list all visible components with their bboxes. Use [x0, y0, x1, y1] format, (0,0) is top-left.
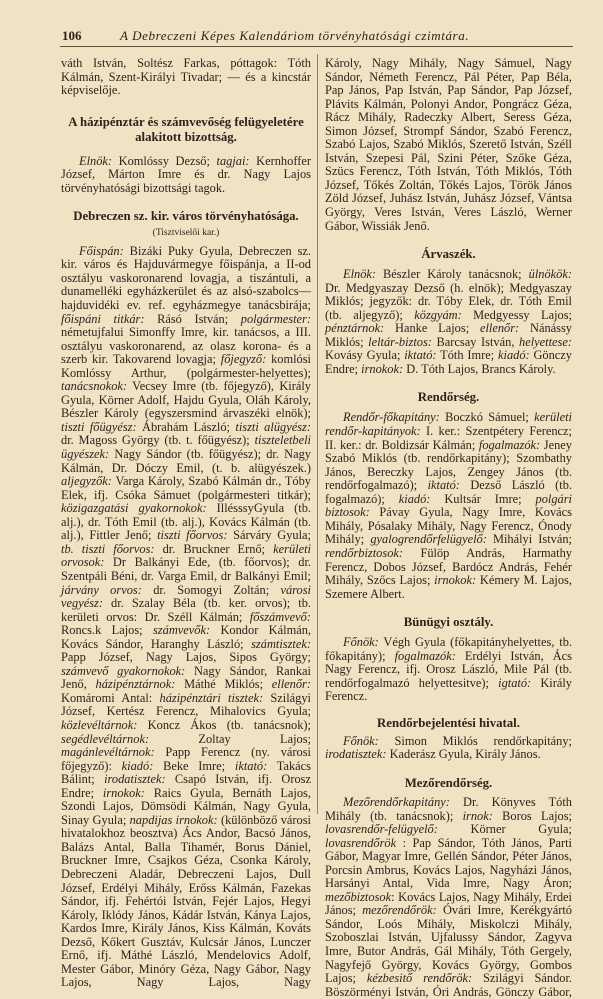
text-run: Óvári Imre, Kerékgyártó Sándor, Loós Mihály, Miskolczi Mihály, Szoboszlai István, Ujfalussy Sándor, Zagyva Imre, Butor András, Gál Mihály, Tóth Gergely, Nagyfejő György, Kovács György, Gombos Lajos;: [325, 903, 572, 986]
role-label: tiszti főorvos:: [157, 528, 228, 543]
text-run: Károly, Nagy Mihály, Nagy Sámuel, Nagy Sándor, Németh Ferencz, Pál Péter, Pap Béla, Pap János, Pap István, Pap Sándor, Pap József, Plávits Kálmán, Polonyi Andor, Pongrácz Géza, Rácz Mihály, Radeczky Albert, Seress Géza, Simon József, Strompf Sándor, Szabó Ferencz, Szabó Lajos, Szabó Miklós, Szerető István, Széll István, Szepesi Pál, Szini Péter, Szőke Géza, Szücs Ferencz, Tóth István, Tóth Miklós, Tóth József, Tőkés Zoltán, Tőkés Lajos, Török János Zöld József, Juhász István, Juhász József, Vántsa György, Veres István, Veres László, Werner Gábor, Wissiák Jenő.: [325, 56, 572, 233]
column-divider: [317, 54, 318, 814]
text-run: Barcsay István,: [431, 334, 520, 349]
text-run: Nagy Sándor (tb. főügyész); dr. Nagy Kálmán, Dr. Dóczy Emil, (t. b. alügyészek.): [61, 447, 311, 475]
role-label: helyettese:: [519, 334, 572, 349]
role-label: lovasrendőrök: [325, 835, 397, 850]
paragraph-bejelentesi: [325, 735, 572, 762]
text-run: I. ker.: Szentpétery Ferencz; II. ker.: dr. Boldizsár Kálmán;: [325, 424, 572, 452]
text-run: Végh Gyula (főkapitányhelyettes, tb. főkapitány);: [325, 635, 572, 663]
role-label: kerületi orvosok:: [61, 541, 311, 570]
role-label: tanácsnokok:: [61, 379, 128, 394]
role-label: tiszti alügyész:: [235, 419, 311, 434]
text-run: dr. Somogyi Zoltán;: [141, 582, 281, 597]
subheading-tisztviseloi-kar: (Tisztviselői kar.): [152, 228, 220, 239]
text-run: Bizáki Puky Gyula, Debreczen sz. kir. város és Hajduvármegye főispánja, a II-od osztályu vaskoronarend lovagja, a tiszántuli, a dunamelléki egyházkerület és az alsó-szabolcs—hajduvidéki ev. ref. egyházmegye tanácsbirája;: [61, 243, 311, 313]
text-run: Kaderász Gyula, Király János.: [386, 747, 541, 762]
role-label: tagjai:: [216, 153, 250, 168]
role-label: irnok:: [462, 808, 493, 823]
paragraph-rendorseg: [325, 411, 572, 601]
text-run: Máthé Miklós;: [175, 677, 272, 692]
text-run: Fülöp András, Harmathy Ferencz, Dobos József, Bardócz András, Fehér Mihály, Szőcs Lajos;: [325, 545, 572, 588]
role-label: polgármester:: [240, 311, 311, 326]
text-run: : Pap Sándor, Tóth János, Parti Gábor, Magyar Imre, Gellén Sándor, Péter János, Porcsin Ambrus, Kovács Lajos, Nagyházi János, Harsányi Antal, Vida Imre, Nagy Áron;: [325, 835, 572, 891]
text-run: Kondor Kálmán, Kovács Sándor, Haranghy László;: [61, 623, 312, 651]
heading-torvenyhatosag: Debreczen sz. kir. város törvényhatósága.: [73, 209, 299, 224]
text-run: váth István, Soltész Farkas, póttagok: Tóth Kálmán, Szent-Királyi Tivadar; — és a kincstár képviselője.: [61, 56, 311, 98]
role-label: Rendőr-főkapitány:: [343, 410, 440, 425]
role-label: Mezőrendőrkapitány:: [343, 794, 450, 809]
text-run: komlósi Komlóssy Arthur, (polgármester-helyettes);: [61, 352, 311, 380]
role-label: Főnök:: [343, 635, 379, 650]
role-label: tiszti főügyész:: [61, 419, 137, 434]
role-label: főszámvevő:: [249, 609, 311, 624]
text-run: Ábrahám László;: [136, 419, 236, 434]
text-run: Boros Lajos;: [492, 808, 572, 823]
text-run: Dezső László (tb. fogalmazó);: [325, 478, 572, 506]
text-run: Csapó István, ifj. Orosz Endre;: [61, 772, 311, 800]
page-number: 106: [62, 28, 82, 43]
text-run: IllésssyGyula (tb. alj.), dr. Tóth Emil (tb. alj.), Kovács Kálmán (tb. alj.), Fittler Jenő;: [61, 501, 311, 543]
role-label: fogalmazók:: [394, 648, 456, 663]
text-run: Vecsey Imre (tb. főjegyző), Király Gyula, Körner Adolf, Hajdu Gyula, Oláh Károly, Bészler Károly (egyszersmind árvaszéki elnök);: [61, 379, 311, 421]
text-run: Papp Ferencz (ny. városi főjegyző):: [61, 745, 311, 773]
role-label: főispáni titkár:: [61, 311, 145, 326]
text-run: Varga Károly, Szabó Kálmán dr., Tóby Elek, ifj. Csóka Sámuet (polgármesteri titkár);: [61, 474, 311, 502]
text-run: Szilágyi József, Kertész Ferencz, Mihalovics Gyula;: [61, 690, 311, 719]
text-run: Sárváry Gyula;: [227, 528, 311, 543]
text-run: dr. Bruckner Ernő;: [154, 541, 274, 556]
text-run: : Kovács Lajos, Nagy Mihály, Erdei János;: [325, 889, 572, 918]
role-label: főjegyző:: [220, 352, 267, 367]
text-run: Simon Miklós rendőrkapitány;: [378, 733, 572, 748]
heading-arvaszek: Árvaszék.: [421, 247, 476, 262]
role-label: aljegyzők:: [61, 474, 112, 489]
text-run: Kémery M. Lajos, Szemere Albert.: [325, 573, 572, 601]
role-label: számvevők:: [152, 623, 211, 638]
role-label: Főnök:: [343, 733, 379, 748]
text-run: Dr. Medgyaszay Dezső (h. elnök); Medgyaszay Miklós; jegyzők: dr. Tóby Elek, dr. Tóth Emil (tb. aljegyző);: [325, 280, 572, 322]
text-run: Komlóssy Dezső;: [112, 153, 217, 168]
role-label: kiadó:: [121, 758, 154, 773]
text-run: Kernhoffer József, Márton Imre és dr. Nagy Lajos törvényhatósági bizottsági tagok.: [61, 153, 311, 195]
role-label: Főispán:: [79, 243, 124, 258]
role-label: Elnök:: [343, 267, 377, 282]
text-run: Király Ferencz.: [325, 675, 572, 704]
paragraph-arvaszek: [325, 268, 572, 376]
paragraph-mezorendorseg: [325, 796, 572, 999]
role-label: házipénztárnok:: [95, 677, 176, 692]
text-run: Komáromi Antal:: [61, 690, 160, 705]
heading-mezorendorseg: Mezőrendőrség.: [404, 775, 493, 790]
text-run: Dr. Könyves Tóth Mihály (tb. tanácsnok);: [325, 794, 572, 823]
role-label: városi vegyész:: [61, 582, 312, 611]
text-run: dr. Szalay Béla (tb. ker. orvos); tb. kerületi orvos: Dr. Széll Kálmán;: [61, 596, 311, 624]
text-run: Medgyessy Lajos;: [461, 307, 572, 322]
text-run: Pávay Gyula, Nagy Imre, Kovács Mihály, Pósalaky Mihály, Nagy Ferencz, Ónody Mihály;: [325, 505, 572, 547]
paragraph-bizottsag: [61, 155, 311, 196]
role-label: napdijas irnokok:: [129, 812, 218, 827]
text-run: németujfalui Simonffy Imre, kir. tanácsos, a III. osztályu vaskoronarend, az olasz korona- és a szerb kir. Takovarend lovagja;: [61, 325, 311, 367]
text-run: Papp József, Nagy Lajos, Sipos György;: [61, 650, 311, 665]
text-run: Dr Balkányi Ede, (tb. főorvos); dr. Szentpáli Béni, dr. Varga Emil, dr Balkányi Emil;: [61, 555, 311, 583]
role-label: irodatisztek:: [104, 772, 166, 787]
paragraph-intro: [61, 57, 311, 98]
text-run: (különböző városi hivatalokhoz beosztva) Ács Andor, Bacsó János, Balázs Antal, Balla Tihamér, Borus Dániel, Bruckner Imre, Csajkos Géza, Csonka Károly, Debreczeni Aladár, Debreczeni Lajos, Dull József, Erdélyi Mihály, Erőss Kálmán, Fazekas Sándor, ifj. Fehértói István, Fejér Lajos, Hegyi Károly, Iklódy János, Kádár István, Kánya Lajos, Kardos Imre, Király János, Kiss Kálmán, Kováts Dezső, Kőkert Gusztáv, Kulcsár János, Lunczer Ernő, ifj. Máthé László, Mendelovics Adolf, Mester Gábor, Minóry Géza, Nagy Gábor, Nagy Lajos, Nagy Lajos, Nagy: [61, 812, 311, 990]
role-label: kiadó:: [498, 348, 530, 363]
text-run: Beke Imre;: [153, 758, 235, 773]
page-header: [60, 26, 573, 47]
text-run: Kultsár Imre;: [430, 491, 536, 506]
heading-rendorseg: Rendőrség.: [417, 390, 480, 405]
role-label: kézbesitő rendőrök:: [366, 971, 473, 986]
text-run: Raics Gyula, Bernáth Lajos, Szondi Lajos, Dömsödi Kálmán, Nagy Gyula, Sinay Gyula;: [61, 785, 311, 827]
role-label: iktató:: [404, 348, 437, 363]
text-run: Jeney Szabó Miklós (tb. rendőrkapitány); Szombathy János, Bereczky Lajos, Zengey János (tb. rendőrfogalmazó);: [325, 437, 572, 493]
role-label: rendőrbiztosok:: [325, 545, 404, 560]
role-label: igtató:: [498, 675, 532, 690]
role-label: polgári biztosok:: [325, 491, 572, 520]
heading-bunugyi-osztaly: Bünügyi osztály.: [403, 615, 494, 630]
text-run: Mihályi István;: [486, 532, 572, 547]
text-run: Roncs.k Lajos;: [61, 623, 153, 638]
left-column: [61, 57, 311, 990]
role-label: Elnök:: [79, 153, 113, 168]
role-label: lovasrendőr-felügyelő:: [325, 822, 438, 837]
role-label: irodatisztek:: [325, 747, 387, 762]
role-label: gyalogrendőrfelügyelő:: [370, 532, 487, 547]
role-label: mezőbiztosok: [325, 889, 392, 904]
role-label: irnokok:: [361, 361, 404, 376]
role-label: iktató:: [234, 758, 268, 773]
text-run: Tóth Imre;: [436, 348, 498, 363]
text-run: Koncz Ákos (tb. tanácsnok);: [137, 717, 311, 732]
role-label: kerületi rendőr-kapitányok:: [325, 410, 572, 439]
paragraph-tisztviselok: [61, 245, 311, 990]
text-run: Zoltay Lajos;: [149, 731, 311, 746]
text-run: Takács Bálint;: [61, 758, 311, 787]
role-label: járvány orvos:: [61, 582, 142, 597]
role-label: magánlevéltárnok:: [61, 745, 155, 760]
role-label: közigazgatási gyakornokok:: [61, 501, 207, 516]
heading-hazipenztar: A házipénztár és számvevőség felügyeletére alakitott bizottság.: [68, 114, 304, 144]
text-run: dr. Magoss György (tb. t. főügyész);: [61, 433, 255, 448]
text-run: Rásó István;: [144, 311, 241, 326]
role-label: számtisztek:: [251, 636, 311, 651]
role-label: ülnökök:: [528, 267, 572, 282]
role-label: irnokok:: [434, 573, 477, 588]
role-label: számvevő gyakornokok:: [61, 663, 186, 678]
running-title: A Debreczeni Képes Kalendáriom törvényhatósági czimtára.: [120, 28, 470, 43]
role-label: házipénztári tisztek:: [159, 690, 264, 705]
text-run: Körner Gyula;: [437, 822, 572, 837]
role-label: leltár-biztos:: [368, 334, 432, 349]
role-label: közgyám:: [414, 307, 462, 322]
paragraph-continued-names: [325, 57, 572, 233]
role-label: pénztárnok:: [325, 321, 385, 336]
right-column: [325, 57, 572, 999]
paragraph-bunugyi: [325, 636, 572, 704]
role-label: kiadó:: [398, 491, 431, 506]
text-run: Hanke Lajos;: [384, 321, 480, 336]
text-run: Kovásy Gyula;: [325, 348, 405, 363]
role-label: ellenőr:: [271, 677, 311, 692]
role-label: tiszteletbeli ügyészek:: [61, 433, 311, 462]
text-run: Erdélyi István, Ács Nagy Ferencz, ifj. Orosz László, Mile Pál (tb. rendőrfogalmazó helyettesitve);: [325, 648, 572, 690]
role-label: ellenőr:: [479, 321, 520, 336]
heading-bejelentesi-hivatal: Rendőrbejelentési hivatal.: [377, 715, 520, 730]
text-run: Gönczy Endre;: [325, 348, 572, 376]
role-label: tb. tiszti főorvos:: [61, 541, 155, 556]
role-label: segédlevéltárnok:: [61, 731, 150, 746]
role-label: mezőrendőrök:: [362, 903, 437, 918]
role-label: közlevéltárnok:: [61, 717, 138, 732]
text-run: Nagy Sándor, Rankai Jenő,: [61, 663, 311, 692]
role-label: irnokok:: [102, 785, 145, 800]
text-run: Bészler Károly tanácsnok;: [376, 267, 529, 282]
text-run: Szilágyi Sándor. Böszörményi István, Óri András, Gönczy Gábor,: [325, 971, 572, 999]
role-label: fogalmazók:: [478, 437, 541, 452]
text-run: Boczkó Sámuel;: [439, 410, 535, 425]
text-run: D. Tóth Lajos, Brancs Károly.: [403, 361, 556, 376]
text-run: Nánássy Miklós;: [325, 321, 572, 349]
role-label: iktató:: [427, 478, 460, 493]
